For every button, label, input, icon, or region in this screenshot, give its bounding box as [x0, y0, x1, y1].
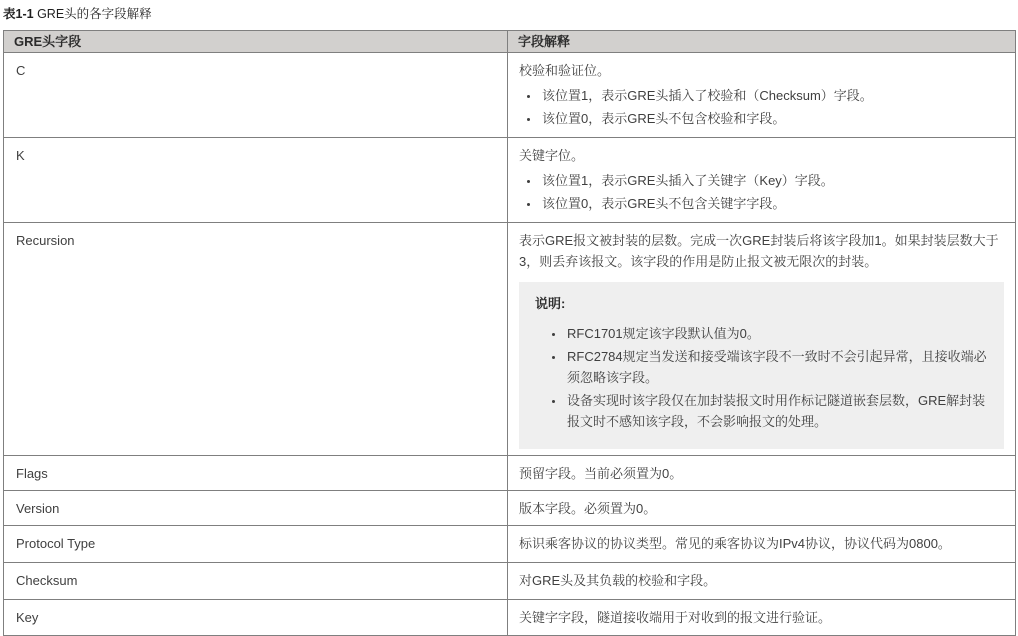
table-row: [4, 223, 1016, 456]
table-title: [3, 7, 1015, 21]
field-explanation-cell: [508, 563, 1016, 600]
explanation-intro: 标识乘客协议的协议类型。常见的乘客协议为IPv4协议，协议代码为0800。: [519, 536, 951, 551]
explanation-intro: 对GRE头及其负载的校验和字段。: [519, 573, 717, 588]
note-box: [519, 282, 1004, 449]
field-name-cell: C: [4, 53, 508, 138]
explanation-intro: 表示GRE报文被封装的层数。完成一次GRE封装后将该字段加1。如果封装层数大于3，则丢弃该报文。该字段的作用是防止报文被无限次的封装。: [519, 233, 999, 269]
field-explanation-cell: [508, 223, 1016, 456]
field-name-cell: Version: [4, 491, 508, 526]
field-name-cell: K: [4, 138, 508, 223]
column-header-explanation: 字段解释: [508, 31, 1016, 53]
field-name-cell: Protocol Type: [4, 526, 508, 563]
column-header-field: GRE头字段: [4, 31, 508, 53]
explanation-intro: 关键字字段，隧道接收端用于对收到的报文进行验证。: [519, 610, 832, 625]
table-row: [4, 526, 1016, 563]
gre-fields-table: [3, 30, 1016, 636]
bullet-item: • 该位置0，表示GRE头不包含关键字字段。: [540, 193, 1004, 214]
field-explanation-cell: [508, 491, 1016, 526]
explanation-bullet-list: [519, 85, 1004, 129]
table-row: [4, 53, 1016, 138]
field-explanation-cell: [508, 600, 1016, 636]
table-row: [4, 600, 1016, 636]
explanation-intro: 预留字段。当前必须置为0。: [519, 466, 683, 481]
field-name-cell: Flags: [4, 456, 508, 491]
bullet-item: • 设备实现时该字段仅在加封装报文时用作标记隧道嵌套层数，GRE解封装报文时不感知该字段，不会影响报文的处理。: [565, 390, 988, 432]
bullet-item: • RFC2784规定当发送和接受端该字段不一致时不会引起异常，且接收端必须忽略该字段。: [565, 346, 988, 388]
field-explanation-cell: [508, 526, 1016, 563]
field-explanation-cell: [508, 138, 1016, 223]
table-title-text: GRE头的各字段解释: [37, 7, 152, 21]
bullet-item: • RFC1701规定该字段默认值为0。: [565, 323, 988, 344]
explanation-intro: 关键字位。: [519, 148, 585, 163]
explanation-intro: 校验和验证位。: [519, 63, 611, 78]
table-title-number: 表1-1: [3, 7, 34, 21]
explanation-bullet-list: [519, 170, 1004, 214]
note-label: 说明:: [535, 296, 566, 311]
explanation-intro: 版本字段。必须置为0。: [519, 501, 657, 516]
table-row: [4, 138, 1016, 223]
table-row: [4, 491, 1016, 526]
field-explanation-cell: [508, 53, 1016, 138]
field-explanation-cell: [508, 456, 1016, 491]
bullet-item: • 该位置1，表示GRE头插入了校验和（Checksum）字段。: [540, 85, 1004, 106]
field-name-cell: Recursion: [4, 223, 508, 456]
table-header-row: [4, 31, 1016, 53]
bullet-item: • 该位置0，表示GRE头不包含校验和字段。: [540, 108, 1004, 129]
table-row: [4, 456, 1016, 491]
field-name-cell: Key: [4, 600, 508, 636]
bullet-item: • 该位置1，表示GRE头插入了关键字（Key）字段。: [540, 170, 1004, 191]
table-row: [4, 563, 1016, 600]
field-name-cell: Checksum: [4, 563, 508, 600]
note-bullet-list: [535, 323, 988, 432]
